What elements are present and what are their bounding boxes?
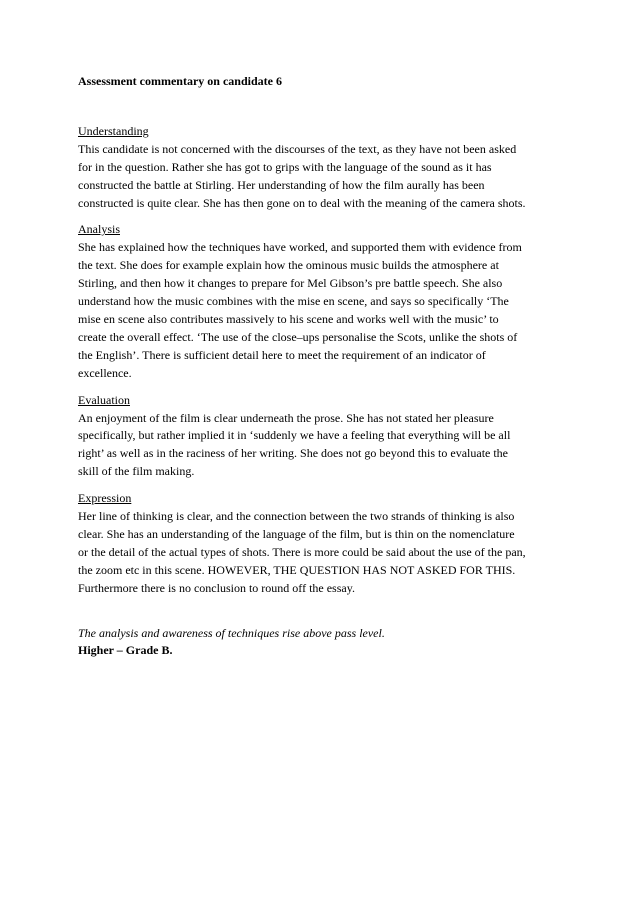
section-evaluation: [78, 392, 568, 482]
section-heading: Evaluation: [78, 392, 130, 407]
section-heading: Analysis: [78, 222, 120, 237]
section-analysis: [78, 221, 568, 382]
paragraph-line: specifically, but rather implied it in ‘suddenly we have a feeling that everything will be all: [78, 428, 511, 443]
paragraph-line: Her line of thinking is clear, and the connection between the two strands of thinking is also: [78, 509, 515, 524]
summary-statement: The analysis and awareness of techniques rise above pass level.: [78, 625, 385, 640]
paragraph-line: Furthermore there is no conclusion to round off the essay.: [78, 580, 355, 595]
document-title: Assessment commentary on candidate 6: [78, 74, 282, 88]
document-page: [78, 73, 568, 660]
section-heading: Understanding: [78, 123, 149, 138]
paragraph-line: the zoom etc in this scene. HOWEVER, THE QUESTION HAS NOT ASKED FOR THIS.: [78, 562, 516, 577]
section-understanding: [78, 123, 568, 213]
paragraph-line: She has explained how the techniques have worked, and supported them with evidence from: [78, 240, 522, 255]
paragraph-line: clear. She has an understanding of the language of the film, but is thin on the nomenclature: [78, 526, 515, 541]
paragraph-line: constructed is quite clear. She has then gone on to deal with the meaning of the camera shots.: [78, 195, 526, 210]
paragraph-line: constructed the battle at Stirling. Her understanding of how the film aurally has been: [78, 177, 485, 192]
paragraph-line: create the overall effect. ‘The use of the close–ups personalise the Scots, unlike the shots of: [78, 329, 518, 344]
paragraph-line: excellence.: [78, 365, 132, 380]
paragraph-line: right’ as well as in the raciness of her writing. She does not go beyond this to evaluate the: [78, 446, 509, 461]
paragraph-line: skill of the film making.: [78, 464, 195, 479]
paragraph-line: mise en scene also contributes massively to his scene and works well with the music’ to: [78, 311, 499, 326]
section-heading: Expression: [78, 491, 132, 506]
paragraph-line: or the detail of the actual types of shots. There is more could be said about the use of the pan,: [78, 544, 526, 559]
paragraph-line: the English’. There is sufficient detail here to meet the requirement of an indicator of: [78, 347, 486, 362]
paragraph-line: for in the question. Rather she has got to grips with the language of the sound as it has: [78, 159, 492, 174]
paragraph-line: This candidate is not concerned with the discourses of the text, as they have not been asked: [78, 141, 517, 156]
paragraph-line: the text. She does for example explain how the ominous music builds the atmosphere at: [78, 258, 499, 273]
paragraph-line: understand how the music combines with the mise en scene, and says so specifically ‘The: [78, 294, 509, 309]
section-expression: [78, 490, 568, 597]
paragraph-line: Stirling, and then how it changes to prepare for Mel Gibson’s pre battle speech. She also: [78, 276, 503, 291]
paragraph-line: An enjoyment of the film is clear underneath the prose. She has not stated her pleasure: [78, 410, 494, 425]
grade-verdict: Higher – Grade B.: [78, 643, 173, 658]
